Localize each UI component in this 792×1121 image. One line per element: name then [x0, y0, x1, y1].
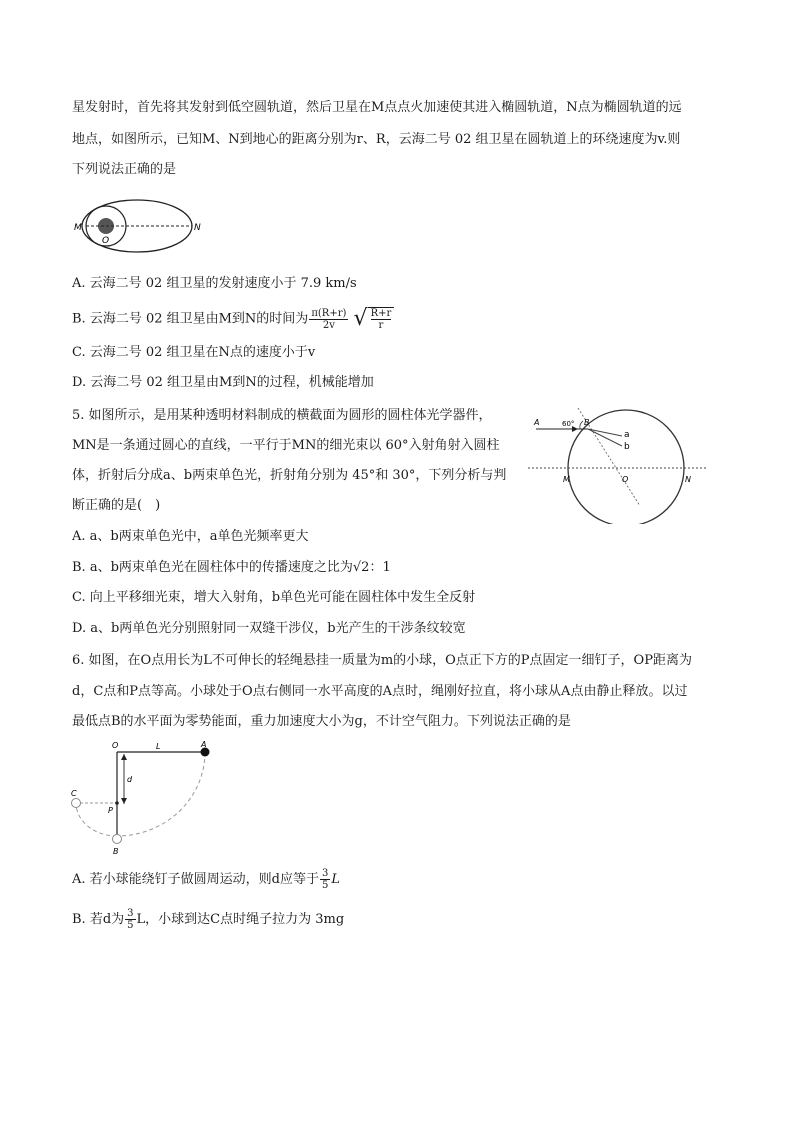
q5-option-b: B. a、b两束单色光在圆柱体中的传播速度之比为√2：1: [72, 560, 391, 575]
q5-line-2: MN是一条通过圆心的直线，一平行于MN的细光束以 60°入射角射入圆柱: [72, 438, 500, 453]
ray-a-label: a: [624, 430, 630, 440]
fraction-numerator: π(R+r): [311, 307, 347, 319]
ray-b-label: b: [624, 442, 630, 452]
q6-line-3: 最低点B的水平面为零势能面，重力加速度大小为g，不计空气阻力。下列说法正确的是: [72, 714, 571, 729]
q5-option-c: C. 向上平移细光束，增大入射角，b单色光可能在圆柱体中发生全反射: [72, 590, 476, 605]
label-m: M: [74, 223, 82, 233]
point-b-label: B: [584, 418, 590, 427]
intro-line-3: 下列说法正确的是: [72, 162, 177, 177]
label-b: B: [113, 847, 119, 856]
q5-option-d: D. a、b两单色光分别照射同一双缝干涉仪，b光产生的干涉条纹较宽: [72, 621, 466, 636]
q4-option-c: C. 云海二号 02 组卫星在N点的速度小于v: [72, 345, 316, 360]
q6-option-b: [72, 908, 344, 931]
label-n: N: [194, 223, 201, 233]
incident-label: A: [534, 418, 540, 427]
nail-p: [115, 801, 119, 805]
intro-line-2: 地点，如图所示，已知M、N到地心的距离分别为r、R，云海二号 02 组卫星在圆轨道上的环绕速度为v.则: [72, 132, 681, 147]
sqrt-expression: [368, 307, 395, 331]
label-m: M: [563, 475, 570, 484]
q4-option-a: A. 云海二号 02 组卫星的发射速度小于 7.9 km/s: [72, 276, 357, 291]
q4-option-d: D. 云海二号 02 组卫星由M到N的过程，机械能增加: [72, 375, 374, 390]
fraction-denominator: 2v: [322, 319, 335, 331]
angle-arc: [580, 421, 583, 429]
q5-line-1: 5. 如图所示，是用某种透明材料制成的横截面为圆形的圆柱体光学器件，: [72, 408, 492, 423]
q5-option-a: A. a、b两束单色光中，a单色光频率更大: [72, 529, 309, 544]
three-fifths-fraction: [320, 868, 330, 891]
swing-path-a-to-b: [117, 752, 205, 836]
q6-option-a-text: A. 若小球能绕钉子做圆周运动，则d应等于: [72, 872, 319, 887]
label-d: d: [127, 775, 133, 784]
label-n: N: [685, 475, 691, 484]
q6-option-a-suffix: L: [331, 872, 340, 887]
fraction-numerator: 3: [127, 908, 134, 919]
arrow-up-icon: [121, 754, 127, 760]
label-a: A: [201, 740, 207, 749]
fraction-numerator: 3: [321, 868, 329, 879]
sqrt-numerator: R+r: [370, 308, 392, 319]
cylinder-optics-figure: [528, 402, 708, 524]
label-c: C: [71, 789, 77, 798]
angle-label: 60°: [562, 420, 575, 428]
q5-line-4: 断正确的是( ): [72, 498, 161, 513]
q6-option-a: [72, 868, 340, 891]
label-o: O: [102, 236, 110, 246]
q5-line-3: 体，折射后分成a、b两束单色光，折射角分别为 45°和 30°，下列分析与判: [72, 468, 507, 483]
q6-line-2: d，C点和P点等高。小球处于O点右侧同一水平高度的A点时，绳刚好拉直，将小球从A点由静止释放。以过: [72, 684, 688, 699]
ball-b: [113, 835, 122, 844]
q6-option-b-suffix: L，小球到达C点时绳子拉力为 3mg: [136, 912, 345, 927]
arrow-down-icon: [121, 798, 127, 804]
label-l: L: [156, 742, 161, 751]
label-o: O: [112, 741, 119, 750]
q4-option-b-text: B. 云海二号 02 组卫星由M到N的时间为: [72, 311, 309, 327]
q6-option-b-text: B. 若d为: [72, 912, 125, 927]
sqrt-denominator: r: [378, 320, 384, 331]
pendulum-figure: [68, 740, 218, 858]
ball-c: [72, 799, 81, 808]
fraction-denominator: 5: [127, 920, 134, 931]
label-o: O: [622, 475, 629, 484]
radical-sign: √: [353, 306, 368, 331]
intro-line-1: 星发射时，首先将其发射到低空圆轨道，然后卫星在M点点火加速使其进入椭圆轨道，N点为椭圆轨道的远: [72, 100, 682, 115]
fraction-denominator: 5: [321, 880, 329, 891]
q6-line-1: 6. 如图，在O点用长为L不可伸长的轻绳悬挂一质量为m的小球，O点正下方的P点固定一细钉子，OP距离为: [72, 653, 692, 668]
label-p: P: [108, 806, 113, 815]
time-fraction: [309, 308, 348, 331]
three-fifths-fraction: [125, 908, 135, 931]
refracted-ray-b: [588, 429, 622, 446]
orbit-figure: [70, 196, 210, 258]
cylinder-cross-section: [568, 410, 684, 524]
q4-option-b: [72, 307, 394, 331]
